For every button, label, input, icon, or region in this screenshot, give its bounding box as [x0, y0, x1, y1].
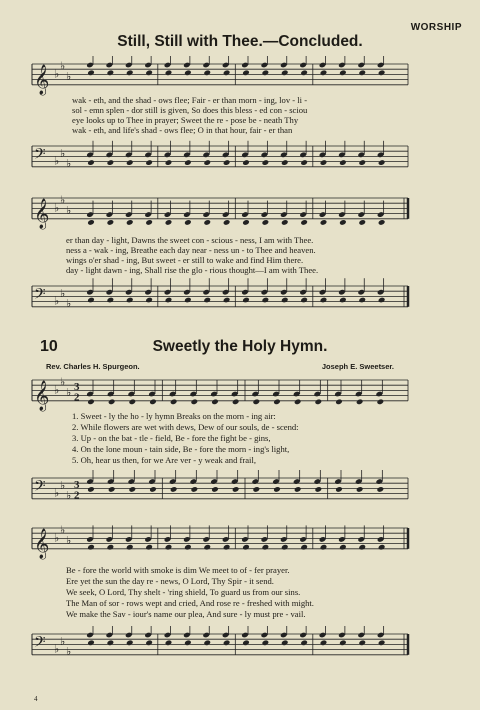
hymn-a-treble-staff-2	[0, 190, 480, 240]
note-head	[165, 70, 173, 77]
flat-icon: ♭	[60, 146, 66, 160]
note-head	[108, 486, 116, 493]
treble-clef-icon: 𝄞	[34, 380, 50, 411]
time-signature-digit: 3	[74, 380, 80, 393]
note-head	[281, 640, 289, 647]
note-head	[145, 159, 153, 166]
note-head	[315, 486, 323, 493]
note-head	[126, 544, 134, 551]
note-head	[356, 399, 364, 406]
note-head	[107, 159, 115, 166]
note-head	[126, 219, 134, 226]
time-signature-digit: 3	[74, 478, 80, 491]
note-head	[87, 70, 95, 77]
note-head	[281, 159, 289, 166]
hymn-b-lyric-line: 5. Oh, hear us then, for we Are ver - y weak and frail,	[72, 455, 256, 465]
page-mark: 4	[34, 695, 38, 703]
note-head	[378, 70, 386, 77]
note-head	[87, 399, 95, 406]
note-head	[184, 544, 192, 551]
note-head	[242, 70, 250, 77]
note-head	[294, 486, 302, 493]
note-head	[149, 399, 157, 406]
flat-icon: ♭	[54, 383, 60, 397]
running-head: WORSHIP	[410, 22, 462, 33]
note-head	[339, 297, 347, 304]
note-head	[320, 219, 328, 226]
note-head	[300, 219, 308, 226]
hymn-b-lyric-line: 3. Up - on the bat - tle - field, Be - fore the fight be - gins,	[72, 433, 271, 443]
note-head	[320, 159, 328, 166]
note-head	[165, 159, 173, 166]
hymn-a-lyric-line: wak - eth, and life's shad - ows flee; O in that hour, fair - er than	[72, 125, 293, 135]
note-head	[281, 297, 289, 304]
flat-icon: ♭	[60, 634, 66, 648]
note-head	[378, 297, 386, 304]
hymn-b-lyric-line: Be - fore the world with smoke is dim We meet to of - fer prayer.	[66, 565, 290, 575]
note-head	[211, 486, 219, 493]
note-head	[87, 219, 95, 226]
note-head	[339, 544, 347, 551]
note-head	[242, 297, 250, 304]
note-head	[262, 70, 270, 77]
flat-icon: ♭	[66, 489, 72, 503]
note-head	[315, 399, 323, 406]
note-head	[87, 486, 95, 493]
note-head	[262, 640, 270, 647]
note-head	[107, 640, 115, 647]
hymn-b-bass-staff-1	[0, 470, 480, 520]
note-head	[339, 219, 347, 226]
note-head	[87, 159, 95, 166]
note-head	[129, 486, 137, 493]
treble-clef-icon: 𝄞	[34, 528, 50, 559]
flat-icon: ♭	[66, 297, 72, 311]
note-head	[107, 544, 115, 551]
note-head	[191, 486, 199, 493]
note-head	[149, 486, 157, 493]
note-head	[273, 399, 281, 406]
hymn-a-bass-staff-2	[0, 278, 480, 328]
note-head	[281, 544, 289, 551]
note-head	[262, 544, 270, 551]
note-head	[377, 486, 385, 493]
note-head	[223, 70, 231, 77]
hymn-a-lyric-line: wings o'er shad - ing, But sweet - er still to wake and find Him there.	[66, 255, 304, 265]
note-head	[253, 399, 261, 406]
note-head	[126, 159, 134, 166]
note-head	[232, 486, 240, 493]
note-head	[126, 70, 134, 77]
treble-clef-icon: 𝄞	[34, 64, 50, 95]
note-head	[107, 219, 115, 226]
note-head	[262, 219, 270, 226]
hymn-b-words-credit: Rev. Charles H. Spurgeon.	[46, 362, 140, 371]
note-head	[358, 219, 366, 226]
flat-icon: ♭	[54, 531, 60, 545]
note-head	[203, 159, 211, 166]
note-head	[170, 399, 178, 406]
hymn-a-lyric-line: wak - eth, and the shad - ows flee; Fair - er than morn - ing, lov - li -	[72, 95, 308, 105]
flat-icon: ♭	[54, 642, 60, 656]
hymn-b-lyric-line: Ere yet the sun the day re - news, O Lord, Thy Spir - it send.	[66, 576, 274, 586]
flat-icon: ♭	[54, 154, 60, 168]
note-head	[242, 640, 250, 647]
note-head	[335, 486, 343, 493]
hymn-a-lyric-line: er than day - light, Dawns the sweet con - scious - ness, I am with Thee.	[66, 235, 314, 245]
note-head	[378, 640, 386, 647]
note-head	[320, 640, 328, 647]
hymn-b-lyric-line: We make the Sav - iour's name our plea, And sure - ly must pre - vail.	[66, 609, 306, 619]
note-head	[378, 159, 386, 166]
note-head	[378, 544, 386, 551]
flat-icon: ♭	[60, 193, 66, 207]
note-head	[203, 640, 211, 647]
flat-icon: ♭	[66, 157, 72, 171]
note-head	[184, 159, 192, 166]
note-head	[358, 297, 366, 304]
flat-icon: ♭	[54, 201, 60, 215]
note-head	[203, 219, 211, 226]
flat-icon: ♭	[66, 534, 72, 547]
note-head	[184, 219, 192, 226]
note-head	[320, 70, 328, 77]
note-head	[145, 297, 153, 304]
note-head	[203, 297, 211, 304]
note-head	[87, 640, 95, 647]
note-head	[165, 297, 173, 304]
hymn-b-bass-staff-2	[0, 626, 480, 676]
hymn-b-music-credit: Joseph E. Sweetser.	[321, 362, 394, 371]
flat-icon: ♭	[54, 67, 60, 81]
time-signature-digit: 2	[74, 489, 80, 502]
note-head	[211, 399, 219, 406]
hymn-a-title: Still, Still with Thee.—Concluded.	[117, 33, 363, 50]
note-head	[165, 640, 173, 647]
hymn-b-lyric-line: We seek, O Lord, Thy shelt - 'ring shield, To guard us from our sins.	[66, 587, 301, 597]
flat-icon: ♭	[60, 286, 66, 300]
note-head	[300, 70, 308, 77]
hymn-a-bass-staff-1	[0, 138, 480, 188]
note-head	[320, 544, 328, 551]
note-head	[320, 297, 328, 304]
note-head	[165, 544, 173, 551]
flat-icon: ♭	[54, 486, 60, 500]
note-head	[358, 70, 366, 77]
bass-clef-icon: 𝄢	[34, 477, 46, 499]
hymn-a-lyric-line: eye looks up to Thee in prayer; Sweet the re - pose be - neath Thy	[72, 115, 299, 125]
hymn-a-lyric-line: ness a - wak - ing, Breathe each day near - ness un - to Thee and heaven.	[66, 245, 316, 255]
bass-clef-icon: 𝄢	[34, 145, 46, 167]
note-head	[126, 640, 134, 647]
note-head	[223, 544, 231, 551]
note-head	[191, 399, 199, 406]
note-head	[300, 640, 308, 647]
hymn-b-lyric-line: 1. Sweet - ly the ho - ly hymn Breaks on the morn - ing air:	[72, 411, 276, 421]
flat-icon: ♭	[60, 375, 66, 389]
note-head	[253, 486, 261, 493]
note-head	[170, 486, 178, 493]
note-head	[107, 70, 115, 77]
note-head	[145, 70, 153, 77]
note-head	[108, 399, 116, 406]
flat-icon: ♭	[54, 294, 60, 308]
note-head	[232, 399, 240, 406]
note-head	[356, 486, 364, 493]
note-head	[273, 486, 281, 493]
note-head	[281, 219, 289, 226]
note-head	[145, 640, 153, 647]
note-head	[339, 640, 347, 647]
flat-icon: ♭	[60, 523, 66, 537]
note-head	[87, 297, 95, 304]
note-head	[339, 159, 347, 166]
note-head	[300, 297, 308, 304]
note-head	[294, 399, 302, 406]
note-head	[358, 640, 366, 647]
note-head	[165, 219, 173, 226]
hymn-a-lyric-line: day - light dawn - ing, Shall rise the glo - rious thought—I am with Thee.	[66, 265, 319, 275]
note-head	[145, 544, 153, 551]
note-head	[223, 640, 231, 647]
note-head	[242, 159, 250, 166]
hymn-b-number: 10	[40, 338, 58, 355]
time-signature-digit: 2	[74, 391, 80, 404]
note-head	[339, 70, 347, 77]
note-head	[203, 544, 211, 551]
bass-clef-icon: 𝄢	[34, 633, 46, 655]
note-head	[107, 297, 115, 304]
note-head	[358, 544, 366, 551]
note-head	[184, 70, 192, 77]
hymn-b-lyric-line: The Man of sor - rows wept and cried, And rose re - freshed with might.	[66, 598, 314, 608]
note-head	[242, 219, 250, 226]
flat-icon: ♭	[60, 59, 66, 73]
note-head	[223, 159, 231, 166]
note-head	[262, 297, 270, 304]
note-head	[184, 297, 192, 304]
flat-icon: ♭	[66, 386, 72, 399]
hymn-b-lyric-line: 2. While flowers are wet with dews, Dew of our souls, de - scend:	[72, 422, 299, 432]
hymn-b-lyric-line: 4. On the lone moun - tain side, Be - fore the morn - ing's light,	[72, 444, 290, 454]
hymn-a-lyric-line: sol - emn splen - dor still is given, So does this bless - ed con - sciou	[72, 105, 308, 115]
note-head	[145, 219, 153, 226]
note-head	[184, 640, 192, 647]
flat-icon: ♭	[66, 645, 72, 659]
note-head	[223, 219, 231, 226]
note-head	[223, 297, 231, 304]
hymn-b-treble-staff-2	[0, 520, 480, 570]
note-head	[378, 219, 386, 226]
note-head	[281, 70, 289, 77]
note-head	[377, 399, 385, 406]
flat-icon: ♭	[66, 70, 72, 83]
flat-icon: ♭	[66, 204, 72, 217]
bass-clef-icon: 𝄢	[34, 285, 46, 307]
flat-icon: ♭	[60, 478, 66, 492]
note-head	[126, 297, 134, 304]
note-head	[203, 70, 211, 77]
note-head	[262, 159, 270, 166]
note-head	[335, 399, 343, 406]
hymn-b-title: Sweetly the Holy Hymn.	[152, 338, 328, 355]
note-head	[358, 159, 366, 166]
treble-clef-icon: 𝄞	[34, 198, 50, 229]
note-head	[242, 544, 250, 551]
note-head	[129, 399, 137, 406]
note-head	[87, 544, 95, 551]
note-head	[300, 544, 308, 551]
note-head	[300, 159, 308, 166]
